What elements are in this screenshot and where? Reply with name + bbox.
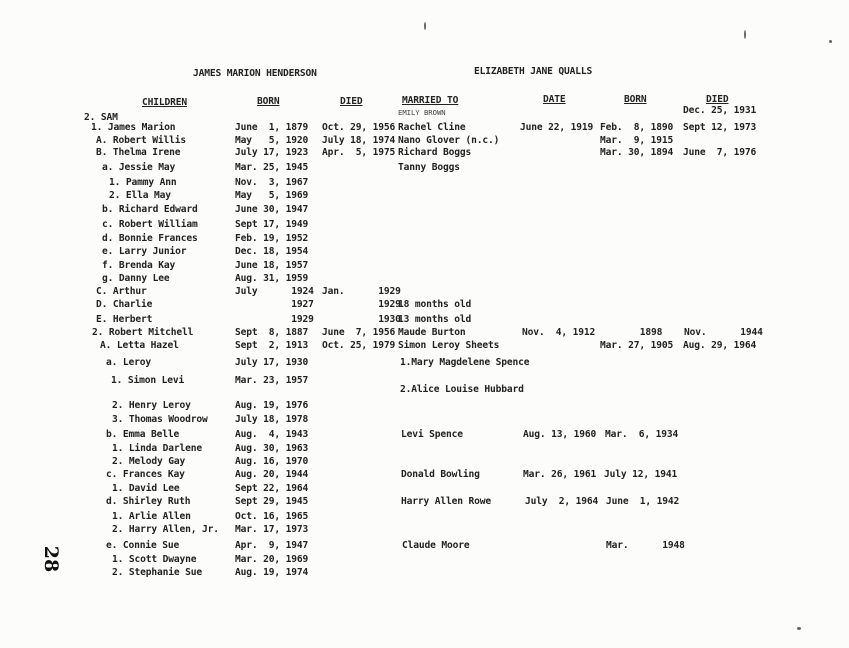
row-born: Oct. 16, 1965 xyxy=(235,511,309,522)
scan-mark xyxy=(744,30,746,39)
margin-page-number: 28 xyxy=(40,545,63,573)
mother-name: ELIZABETH JANE QUALLS xyxy=(474,66,593,77)
row-name: d. Bonnie Frances xyxy=(102,233,198,244)
row-born: June 30, 1947 xyxy=(235,204,309,215)
row-born: Aug. 20, 1944 xyxy=(235,469,309,480)
row-born: Aug. 31, 1959 xyxy=(235,273,309,284)
row-born: July 17, 1923 xyxy=(235,147,309,158)
row-sdied: Nov. 1944 xyxy=(684,327,763,338)
row-name: e. Connie Sue xyxy=(106,540,180,551)
row-born: Aug. 19, 1974 xyxy=(235,567,309,578)
row-name: f. Brenda Kay xyxy=(102,260,176,271)
scan-mark xyxy=(424,22,426,30)
col-died: DIED xyxy=(340,96,363,107)
father-name: JAMES MARION HENDERSON xyxy=(193,68,317,79)
row-name: g. Danny Lee xyxy=(102,273,170,284)
row-born: Sept 8, 1887 xyxy=(235,327,309,338)
row-born: Mar. 23, 1957 xyxy=(235,375,309,386)
row-name: b. Richard Edward xyxy=(102,204,198,215)
row-name: e. Larry Junior xyxy=(102,246,187,257)
row-died: July 18, 1974 xyxy=(322,135,396,146)
row-born: Mar. 17, 1973 xyxy=(235,524,309,535)
row-name: 1. Simon Levi xyxy=(111,375,185,386)
row-born: July 18, 1978 xyxy=(235,414,309,425)
row-name: 2. Henry Leroy xyxy=(112,400,191,411)
row-spouse: 18 months old xyxy=(398,299,472,310)
row-name: C. Arthur xyxy=(96,286,147,297)
row-sborn: Mar. 9, 1915 xyxy=(600,135,674,146)
row-date: Aug. 13, 1960 xyxy=(523,429,597,440)
row-sborn: June 1, 1942 xyxy=(606,496,680,507)
row-name: 2. Melody Gay xyxy=(112,456,186,467)
row-born: Aug. 4, 1943 xyxy=(235,429,309,440)
row-spouse: EMILY BROWN xyxy=(398,108,446,117)
row-spouse: Maude Burton xyxy=(398,327,466,338)
row-name: E. Herbert xyxy=(96,314,153,325)
row-spouse: Claude Moore xyxy=(402,540,470,551)
col-born: BORN xyxy=(257,96,280,107)
row-sborn: Mar. 30, 1894 xyxy=(600,147,674,158)
row-name: c. Robert William xyxy=(102,219,198,230)
row-born: Mar. 25, 1945 xyxy=(235,162,309,173)
row-born: Nov. 3, 1967 xyxy=(235,177,309,188)
row-date: June 22, 1919 xyxy=(520,122,594,133)
row-sborn: Mar. 1948 xyxy=(606,540,685,551)
row-died: Apr. 5, 1975 xyxy=(322,147,396,158)
row-died: June 7, 1956 xyxy=(322,327,396,338)
row-spouse: Nano Glover (n.c.) xyxy=(398,135,500,146)
row-spouse: 1.Mary Magdelene Spence xyxy=(400,357,530,368)
row-born: Aug. 16, 1970 xyxy=(235,456,309,467)
row-name: 2. Stephanie Sue xyxy=(112,567,203,578)
row-born: Aug. 30, 1963 xyxy=(235,443,309,454)
row-spouse: 13 months old xyxy=(398,314,472,325)
row-spouse: Harry Allen Rowe xyxy=(401,496,492,507)
scan-mark xyxy=(829,40,832,43)
row-born: Mar. 20, 1969 xyxy=(235,554,309,565)
row-died: Jan. 1929 xyxy=(322,286,401,297)
row-name: 1. Scott Dwayne xyxy=(112,554,197,565)
row-sborn: July 12, 1941 xyxy=(604,469,678,480)
row-name: c. Frances Kay xyxy=(106,469,185,480)
row-spouse: Donald Bowling xyxy=(401,469,480,480)
row-born: 1929 xyxy=(235,314,314,325)
row-name: a. Leroy xyxy=(106,357,152,368)
row-name: 2. SAM xyxy=(84,112,118,123)
row-name: D. Charlie xyxy=(96,299,153,310)
row-name: d. Shirley Ruth xyxy=(106,496,191,507)
row-sborn: Mar. 6, 1934 xyxy=(605,429,679,440)
row-born: July 1924 xyxy=(235,286,314,297)
row-name: b. Emma Belle xyxy=(106,429,180,440)
col-date: DATE xyxy=(543,94,566,105)
col-children: CHILDREN xyxy=(142,97,188,108)
row-spouse: Tanny Boggs xyxy=(398,162,460,173)
row-sborn: Feb. 8, 1890 xyxy=(600,122,674,133)
col-died-spouse: DIED xyxy=(706,94,729,105)
row-died: 1930 xyxy=(322,314,401,325)
row-born: Sept 29, 1945 xyxy=(235,496,309,507)
row-spouse: Rachel Cline xyxy=(398,122,466,133)
row-born: June 18, 1957 xyxy=(235,260,309,271)
row-date: Mar. 26, 1961 xyxy=(523,469,597,480)
row-name: 1. Arlie Allen xyxy=(112,511,191,522)
col-married-to: MARRIED TO xyxy=(402,95,459,106)
row-spouse: Richard Boggs xyxy=(398,147,472,158)
row-spouse: 2.Alice Louise Hubbard xyxy=(400,384,524,395)
row-spouse: Simon Leroy Sheets xyxy=(398,340,500,351)
col-born-spouse: BORN xyxy=(624,94,647,105)
row-sborn: 1898 xyxy=(606,327,663,338)
row-name: A. Letta Hazel xyxy=(100,340,179,351)
row-name: 2. Robert Mitchell xyxy=(92,327,194,338)
row-name: 2. Harry Allen, Jr. xyxy=(112,524,219,535)
row-name: 1. David Lee xyxy=(112,483,180,494)
row-born: Sept 2, 1913 xyxy=(235,340,309,351)
row-name: a. Jessie May xyxy=(102,162,176,173)
row-died: 1929 xyxy=(322,299,401,310)
row-sdied: Sept 12, 1973 xyxy=(683,122,757,133)
row-sdied: Dec. 25, 1931 xyxy=(683,105,757,116)
row-sdied: Aug. 29, 1964 xyxy=(683,340,757,351)
row-born: May 5, 1920 xyxy=(235,135,309,146)
row-died: Oct. 25, 1979 xyxy=(322,340,396,351)
row-born: May 5, 1969 xyxy=(235,190,309,201)
row-name: A. Robert Willis xyxy=(96,135,187,146)
row-born: Apr. 9, 1947 xyxy=(235,540,309,551)
row-born: 1927 xyxy=(235,299,314,310)
row-born: June 1, 1879 xyxy=(235,122,309,133)
row-name: 3. Thomas Woodrow xyxy=(112,414,208,425)
row-born: Aug. 19, 1976 xyxy=(235,400,309,411)
row-name: 2. Ella May xyxy=(109,190,171,201)
row-name: 1. Pammy Ann xyxy=(109,177,177,188)
row-born: July 17, 1930 xyxy=(235,357,309,368)
row-date: Nov. 4, 1912 xyxy=(522,327,596,338)
row-sdied: June 7, 1976 xyxy=(683,147,757,158)
row-born: Feb. 19, 1952 xyxy=(235,233,309,244)
scan-mark xyxy=(797,627,801,630)
row-name: B. Thelma Irene xyxy=(96,147,181,158)
row-born: Sept 22, 1964 xyxy=(235,483,309,494)
row-sborn: Mar. 27, 1905 xyxy=(600,340,674,351)
row-spouse: Levi Spence xyxy=(401,429,463,440)
row-died: Oct. 29, 1956 xyxy=(322,122,396,133)
row-name: 1. Linda Darlene xyxy=(112,443,203,454)
row-date: July 2, 1964 xyxy=(525,496,599,507)
row-born: Dec. 18, 1954 xyxy=(235,246,309,257)
row-name: 1. James Marion xyxy=(91,122,176,133)
row-born: Sept 17, 1949 xyxy=(235,219,309,230)
